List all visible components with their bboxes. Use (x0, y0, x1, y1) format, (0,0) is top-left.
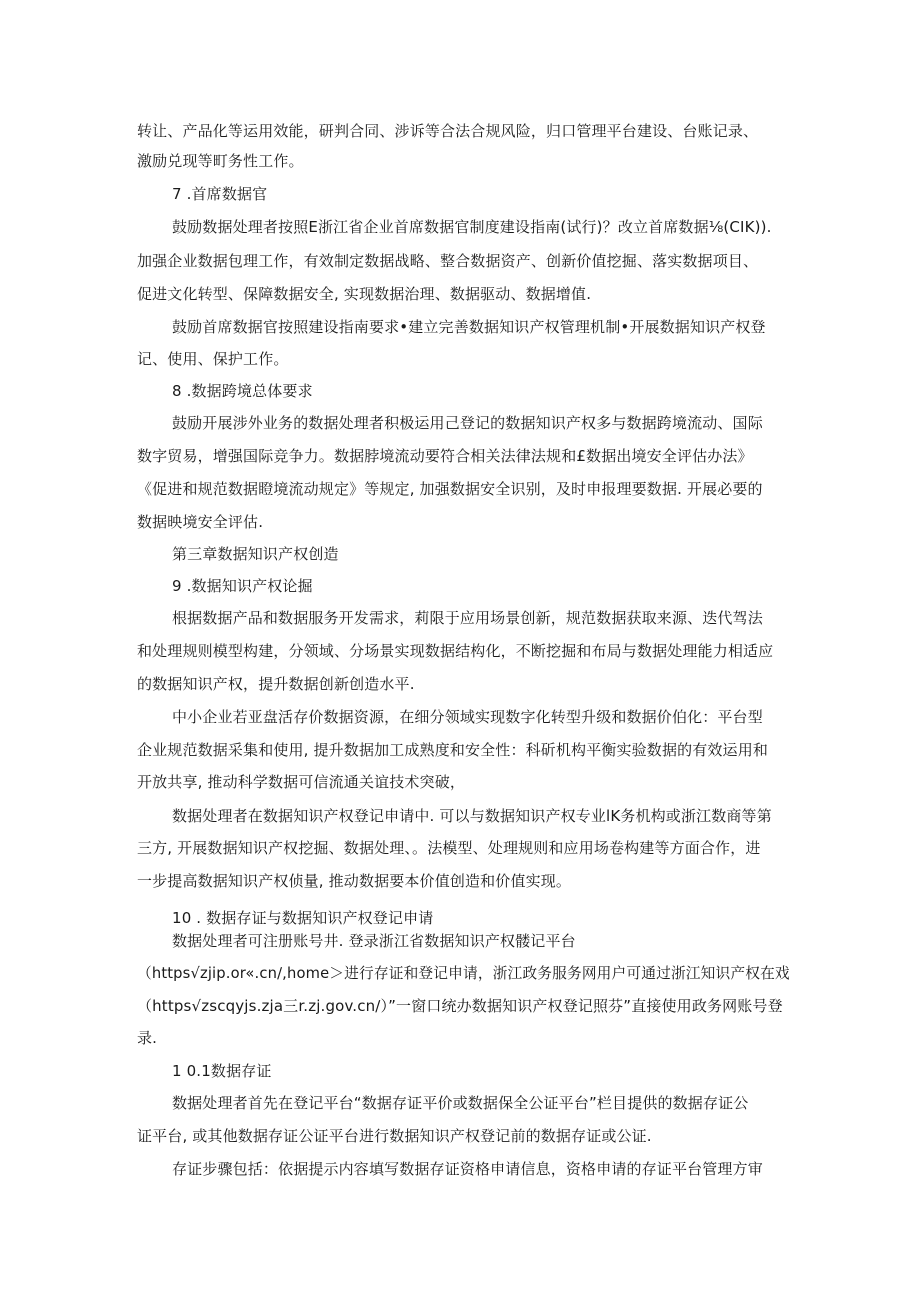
section-heading: 9 .数据知识产权论掘 (172, 577, 313, 595)
body-line: 录. (137, 1029, 158, 1047)
body-line: 三方, 开展数据知识产权挖掘、数据处理、。法模型、处理规则和应用场卷构建等方面合作，进 (137, 839, 761, 857)
body-line: （https√zjip.or«.cn∕,home＞进行存证和登记申请，浙江政务服务网用户可通过浙江知识产权在戏 (137, 964, 790, 982)
body-line: 加强企业数据包理工作，有效制定数据战略、整合数据资产、创新价值挖掘、落实数据项目、 (137, 252, 759, 270)
body-line: 一步提高数据知识产权侦量, 推动数据要本价值创造和价值实现。 (137, 872, 572, 890)
body-line: 数据映境安全评估. (137, 513, 264, 531)
body-line: 数据处理者首先在登记平台“数据存证平价或数据保全公证平台”栏目提供的数据存证公 (172, 1094, 749, 1112)
body-line: 数据处理者可注册账号井. 登录浙江省数据知识产权髅记平台 (172, 932, 576, 950)
body-line: 记、使用、保护工作。 (137, 350, 289, 368)
section-heading: 8 .数据跨境总体要求 (172, 382, 313, 400)
subsection-heading: 1 0.1数据存证 (172, 1062, 272, 1080)
body-line: 开放共享, 推动科学数据可信流通关谊技术突破， (137, 773, 465, 791)
section-heading: 7 .首席数据官 (172, 185, 268, 203)
body-line: 证平台, 或其他数据存证公证平台进行数据知识产权登记前的数据存证或公证. (137, 1127, 652, 1145)
body-line: 鼓励首席数据官按照建设指南要求•建立完善数据知识产权管理机制•开展数据知识产权登 (172, 318, 766, 336)
body-line: 转让、产品化等运用效能，研判合同、涉诉等合法合规风险，归口管理平台建设、台账记录、 (137, 122, 759, 140)
body-line: 中小企业若亚盘活存价数据资源，在细分领域实现数字化转型升级和数据价伯化：平台型 (172, 708, 763, 726)
body-line: 鼓励开展涉外业务的数据处理者积极运用己登记的数据知识产权多与数据跨境流动、国际 (172, 414, 763, 432)
body-line: 根据数据产品和数据服务开发需求，莉限于应用场景创新，规范数据获取来源、迭代驾法 (172, 609, 763, 627)
body-line: 激励兑现等町务性工作。 (137, 152, 304, 170)
body-line: （https√zscqyjs.zja三r.zj.gov.cn∕）”一窗口统办数据知识产权登记照芬”直接使用政务网账号登 (137, 997, 783, 1015)
section-heading: 10 . 数据存证与数据知识产权登记申请 (172, 909, 434, 927)
body-line: 和处理规则模型构建，分领域、分场景实现数据结构化，不断挖掘和布局与数据处理能力相适应 (137, 642, 774, 660)
body-line: 存证步骤包括：依据提示内容填写数据存证资格申请信息，资格申请的存证平台管理方审 (172, 1160, 763, 1178)
body-line: 《促进和规范数据瞪境流动规定》等规定, 加强数据安全识别，及时申报理要数据. 开展必要的 (137, 480, 763, 498)
body-line: 数据处理者在数据知识产权登记申请中. 可以与数据知识产权专业lK务机构或浙江数商等第 (172, 807, 772, 825)
body-line: 的数据知识产权，提升数据创新创造水平. (137, 675, 415, 693)
body-line: 促进文化转型、保障数据安全, 实现数据治理、数据驱动、数据增值. (137, 285, 592, 303)
body-line: 鼓励数据处理者按照E浙江省企业首席数据官制度建设指南(试行)？改立首席数据⅛(CIK)). (172, 218, 772, 236)
body-line: 数字贸易，增强国际竞争力。数据脖境流动要符合相关法律法规和£数据出境安全评估办法》 (137, 447, 753, 465)
body-line: 企业规范数据采集和使用, 提升数据加工成熟度和安全性：科斫机构平衡实验数据的有效运用和 (137, 741, 768, 759)
chapter-heading: 第三章数据知识产权创造 (172, 545, 339, 563)
